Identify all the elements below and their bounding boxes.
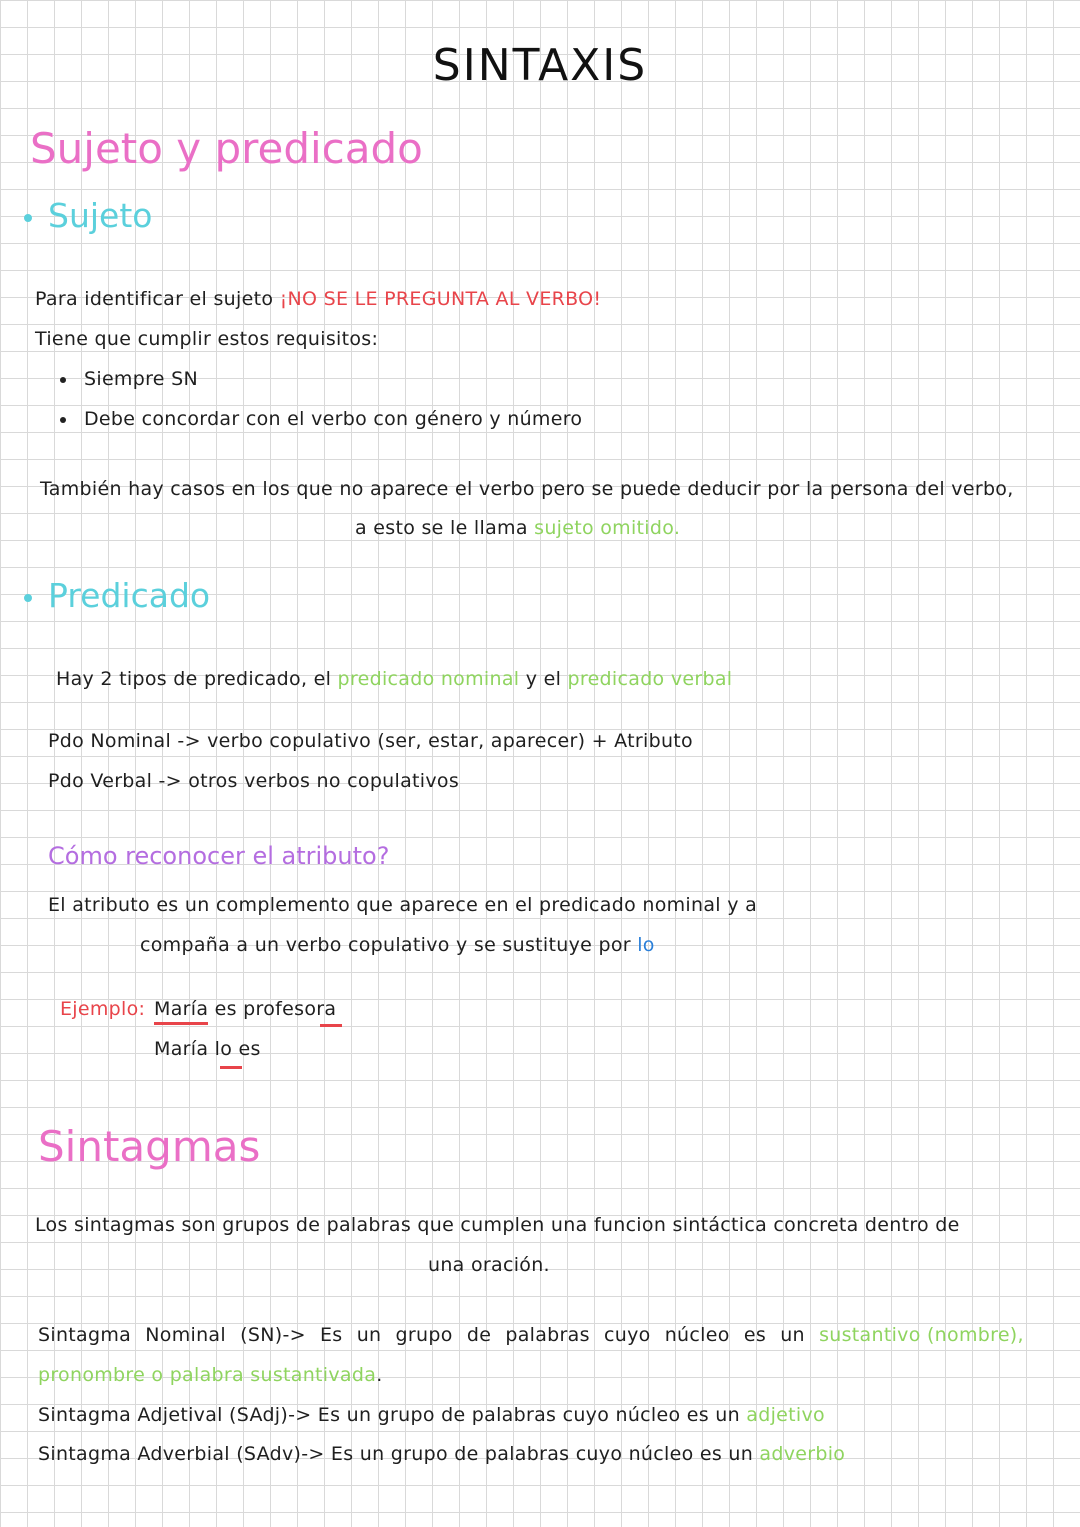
- omitted-line-1: También hay casos en los que no aparece el verbo pero se puede deducir por la persona del verbo,: [40, 478, 1014, 500]
- subheading-sujeto: [24, 196, 152, 235]
- page-title: SINTAXIS: [432, 40, 648, 91]
- sn-word: Es: [320, 1324, 343, 1346]
- pdo-nominal-line: Pdo Nominal -> verbo copulativo (ser, estar, aparecer) + Atributo: [48, 730, 693, 752]
- sujeto-line-1: [35, 288, 601, 310]
- sadj-text: Sintagma Adjetival (SAdj)-> Es un grupo de palabras cuyo núcleo es un: [38, 1404, 740, 1426]
- bullet-dot-icon: [24, 214, 32, 222]
- example-label: Ejemplo:: [60, 998, 146, 1020]
- sadv-text: Sintagma Adverbial (SAdv)-> Es un grupo de palabras cuyo núcleo es un: [38, 1443, 754, 1465]
- sn-word: un: [780, 1324, 805, 1346]
- sintagmas-intro-2: una oración.: [428, 1254, 550, 1276]
- subheading-atributo: Cómo reconocer el atributo?: [48, 842, 390, 870]
- adjetivo-term: adjetivo: [746, 1404, 825, 1426]
- predicado-verbal-term: predicado verbal: [567, 668, 733, 690]
- atributo-line-2: [140, 934, 655, 956]
- requirement-text: Debe concordar con el verbo con género y número: [84, 408, 583, 430]
- sujeto-warning: ¡NO SE LE PREGUNTA AL VERBO!: [279, 288, 602, 310]
- sustantivo-term: sustantivo (nombre),: [819, 1324, 1024, 1346]
- example-verb: es: [214, 998, 237, 1020]
- sn-word: núcleo: [664, 1324, 730, 1346]
- sn-word: de: [466, 1324, 492, 1346]
- example-subject: María: [154, 1038, 209, 1060]
- sujeto-line-1-text: Para identificar el sujeto: [35, 288, 274, 310]
- omitted-line-2-text: a esto se le llama: [355, 517, 528, 539]
- example-pronoun: lo: [214, 1038, 233, 1060]
- sintagmas-intro-1: Los sintagmas son grupos de palabras que cumplen una funcion sintáctica concreta dentro de: [35, 1214, 960, 1236]
- sn-word: cuyo: [603, 1324, 651, 1346]
- pdo-verbal-line: Pdo Verbal -> otros verbos no copulativos: [48, 770, 460, 792]
- bullet-dot-icon: [24, 594, 32, 602]
- omitted-line-2: [355, 517, 680, 539]
- atributo-line-2-text: compaña a un verbo copulativo y se sustituye por: [140, 934, 631, 956]
- sn-line-end: .: [376, 1364, 383, 1386]
- subheading-predicado: [24, 576, 210, 615]
- requirement-item: [60, 368, 198, 390]
- sujeto-omitido-term: sujeto omitido.: [534, 517, 681, 539]
- adverbio-term: adverbio: [759, 1443, 846, 1465]
- example-verb: es: [238, 1038, 261, 1060]
- lo-term: lo: [637, 934, 655, 956]
- example-subject: María: [154, 998, 208, 1025]
- section-heading-sintagmas: Sintagmas: [38, 1122, 261, 1171]
- requirement-item: [60, 408, 582, 430]
- sn-line-2: [38, 1364, 383, 1386]
- pronoun-underline-mark: [220, 1066, 242, 1069]
- requirement-text: Siempre SN: [84, 368, 198, 390]
- predicado-nominal-term: predicado nominal: [337, 668, 520, 690]
- sn-word: grupo: [395, 1324, 453, 1346]
- sn-word: un: [356, 1324, 382, 1346]
- attribute-underline-mark: [320, 1024, 342, 1027]
- sn-word: (SN)->: [240, 1324, 306, 1346]
- sn-word: palabras: [505, 1324, 590, 1346]
- sn-word: Sintagma: [38, 1324, 132, 1346]
- bullet-icon: [60, 417, 66, 423]
- sadv-line: [38, 1443, 845, 1465]
- predicado-types-line: [56, 668, 732, 690]
- section-heading-sujeto-predicado: Sujeto y predicado: [30, 124, 423, 173]
- atributo-line-1: El atributo es un complemento que aparece en el predicado nominal y a: [48, 894, 758, 916]
- sujeto-line-2: Tiene que cumplir estos requisitos:: [35, 328, 379, 350]
- sn-word: es: [743, 1324, 767, 1346]
- bullet-icon: [60, 377, 66, 383]
- pronombre-term: pronombre o palabra sustantivada: [38, 1364, 377, 1386]
- example-sentence-2: [154, 1038, 261, 1060]
- subheading-sujeto-label: Sujeto: [48, 196, 153, 235]
- subheading-predicado-label: Predicado: [48, 576, 211, 615]
- sn-word: Nominal: [145, 1324, 226, 1346]
- predicado-types-and: y el: [525, 668, 562, 690]
- example-attribute: profesora: [243, 998, 337, 1020]
- predicado-types-text: Hay 2 tipos de predicado, el: [56, 668, 332, 690]
- sn-line-1: [38, 1324, 1024, 1346]
- example-sentence-1: [154, 998, 336, 1025]
- sadj-line: [38, 1404, 825, 1426]
